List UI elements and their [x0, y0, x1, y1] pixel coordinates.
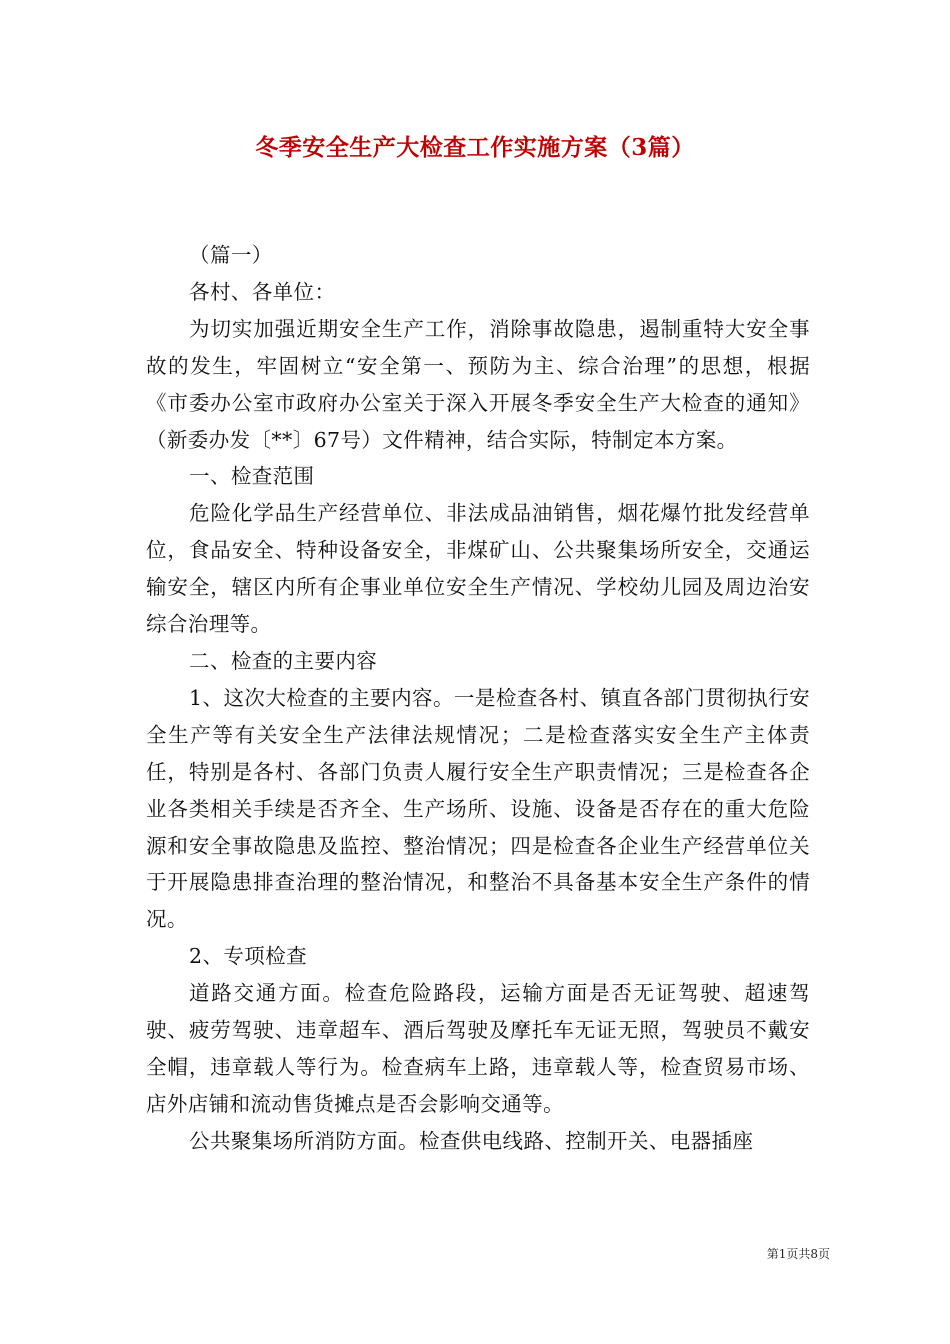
- traffic-paragraph: 道路交通方面。检查危险路段，运输方面是否无证驾驶、超速驾驶、疲劳驾驶、违章超车、酒后驾驶及摩托车无证无照，驾驶员不戴安全帽，违章载人等行为。检查病车上路，违章载人等，检查贸易市场、店外店铺和流动售货摊点是否会影响交通等。: [146, 981, 810, 1116]
- fire-safety-paragraph: 公共聚集场所消防方面。检查供电线路、控制开关、电器插座: [189, 1128, 754, 1153]
- document-body: [146, 237, 810, 1160]
- intro-paragraph: 为切实加强近期安全生产工作，消除事故隐患，遏制重特大安全事故的发生，牢固树立“安全第一、预防为主、综合治理”的思想，根据《市委办公室市政府办公室关于深入开展冬季安全生产大检查的通知》（新委办发〔**〕67号）文件精神，结合实际，特制定本方案。: [146, 316, 810, 452]
- salutation: 各村、各单位：: [189, 279, 336, 304]
- document-title: 冬季安全生产大检查工作实施方案（3篇）: [255, 134, 695, 161]
- heading-scope: 一、检查范围: [189, 464, 315, 489]
- section-label: （篇一）: [189, 243, 273, 267]
- content-paragraph: 1、这次大检查的主要内容。一是检查各村、镇直各部门贯彻执行安全生产等有关安全生产法律法规情况；二是检查落实安全生产主体责任，特别是各村、各部门负责人履行安全生产职责情况；三是检查各企业各类相关手续是否齐全、生产场所、设施、设备是否存在的重大危险源和安全事故隐患及监控、整治情况；四是检查各企业生产经营单位关于开展隐患排查治理的整治情况，和整治不具备基本安全生产条件的情况。: [146, 685, 810, 932]
- page-number: 第1页共8页: [766, 1247, 830, 1261]
- heading-content: 二、检查的主要内容: [189, 648, 378, 673]
- heading-special-check: 2、专项检查: [189, 944, 307, 969]
- scope-paragraph: 危险化学品生产经营单位、非法成品油销售，烟花爆竹批发经营单位，食品安全、特种设备安全，非煤矿山、公共聚集场所安全，交通运输安全，辖区内所有企事业单位安全生产情况、学校幼儿园及周边治安综合治理等。: [146, 501, 810, 637]
